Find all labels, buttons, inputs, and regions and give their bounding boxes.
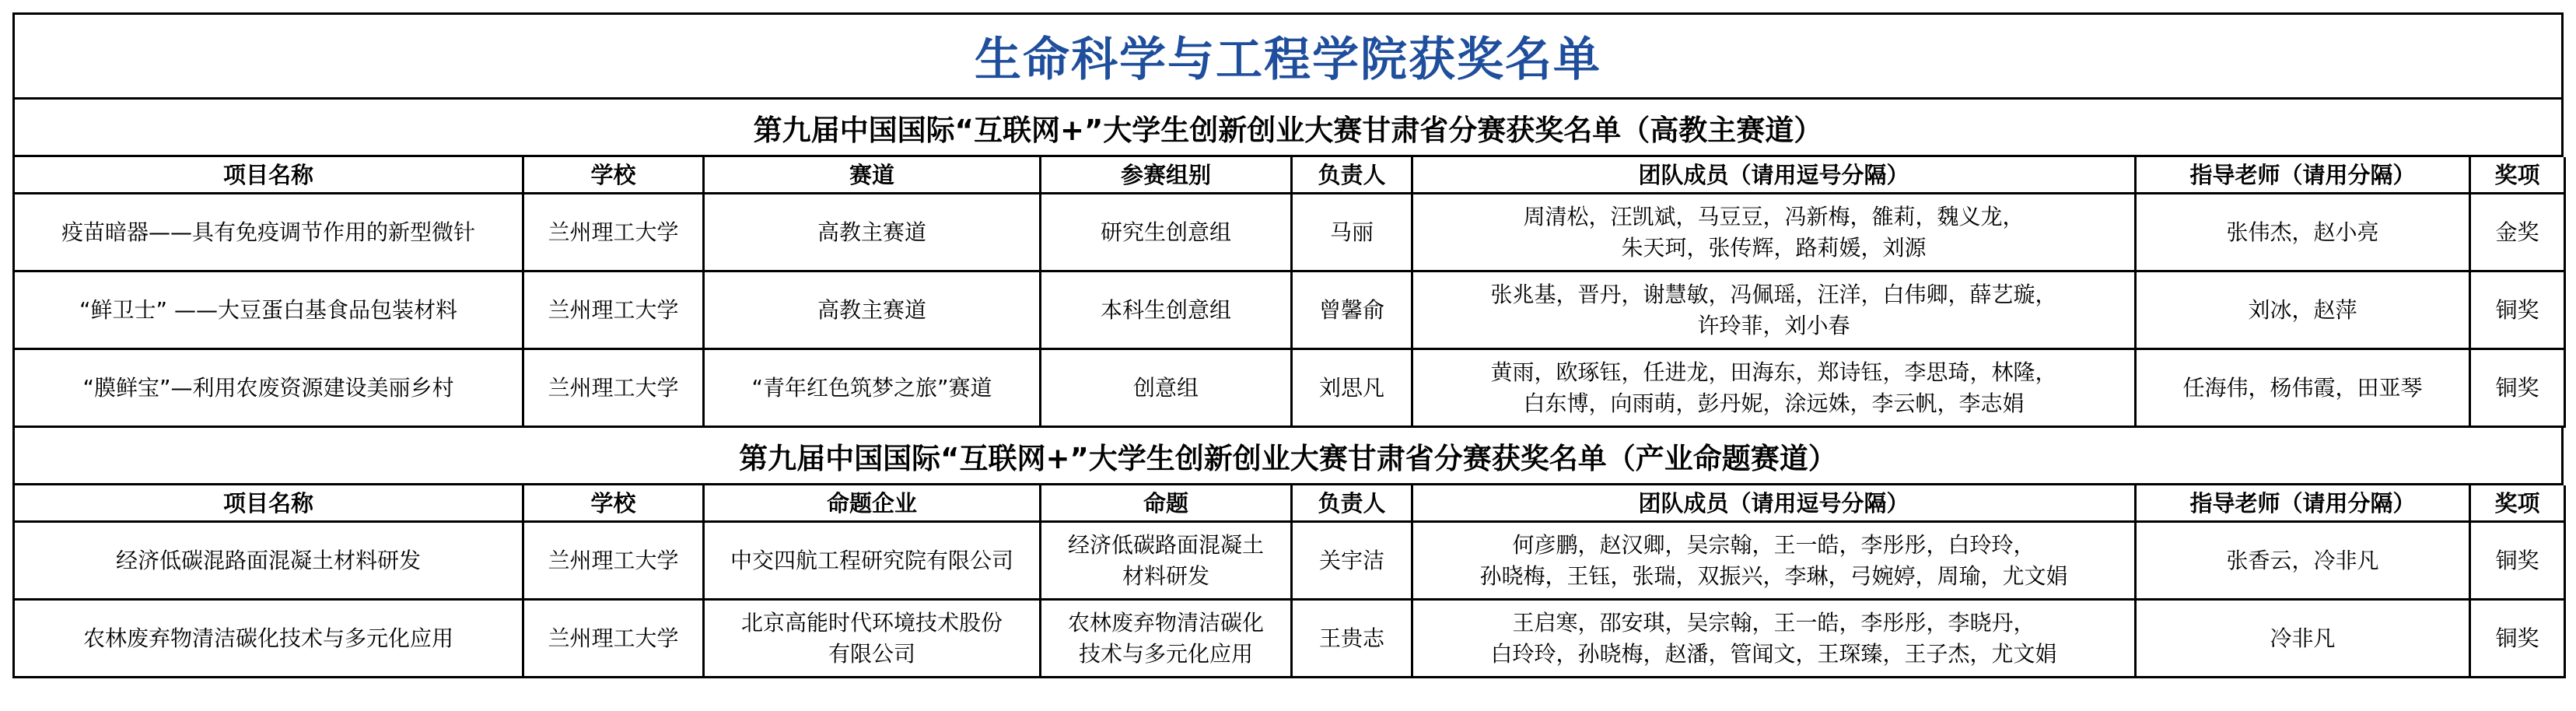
award-cell: 铜奖 <box>2471 350 2566 428</box>
table-row <box>15 523 2566 601</box>
header-cell: 团队成员（请用逗号分隔） <box>1413 485 2137 523</box>
table-section-1 <box>12 157 2564 428</box>
header-cell: 指导老师（请用分隔） <box>2137 157 2471 194</box>
header-cell: 赛道 <box>705 157 1041 194</box>
enterprise-cell: 中交四航工程研究院有限公司 <box>705 523 1041 601</box>
leader-cell: 曾馨俞 <box>1293 272 1413 350</box>
header-cell: 奖项 <box>2471 157 2566 194</box>
members-cell: 黄雨，欧琢钰，任进龙，田海东，郑诗钰，李思琦，林隆， 白东博，向雨萌，彭丹妮，涂远姝，李云帆，李志娟 <box>1413 350 2137 428</box>
advisors-cell: 张香云，冷非凡 <box>2137 523 2471 601</box>
award-cell: 铜奖 <box>2471 601 2566 678</box>
table-row <box>15 272 2566 350</box>
header-cell: 学校 <box>524 157 705 194</box>
header-cell: 命题企业 <box>705 485 1041 523</box>
track-cell: 高教主赛道 <box>705 272 1041 350</box>
project-name-cell: “鲜卫士” ——大豆蛋白基食品包装材料 <box>15 272 524 350</box>
table-section-2 <box>12 485 2564 678</box>
header-cell: 参赛组别 <box>1041 157 1293 194</box>
school-cell: 兰州理工大学 <box>524 194 705 272</box>
section-heading-1 <box>12 100 2564 157</box>
leader-cell: 刘思凡 <box>1293 350 1413 428</box>
school-cell: 兰州理工大学 <box>524 350 705 428</box>
enterprise-cell: 北京高能时代环境技术股份 有限公司 <box>705 601 1041 678</box>
award-list-sheet <box>12 12 2564 699</box>
award-cell: 铜奖 <box>2471 523 2566 601</box>
table-header-row <box>15 157 2566 194</box>
leader-cell: 王贵志 <box>1293 601 1413 678</box>
header-cell: 指导老师（请用分隔） <box>2137 485 2471 523</box>
page-title: 生命科学与工程学院获奖名单 <box>975 33 1601 87</box>
title-row <box>12 12 2564 100</box>
project-name-cell: 经济低碳混路面混凝土材料研发 <box>15 523 524 601</box>
school-cell: 兰州理工大学 <box>524 272 705 350</box>
advisors-cell: 刘冰，赵萍 <box>2137 272 2471 350</box>
project-name-cell: 农林废弃物清洁碳化技术与多元化应用 <box>15 601 524 678</box>
header-cell: 项目名称 <box>15 157 524 194</box>
header-cell: 团队成员（请用逗号分隔） <box>1413 157 2137 194</box>
header-cell: 负责人 <box>1293 157 1413 194</box>
members-cell: 周清松，汪凯斌，马豆豆，冯新梅，雒莉，魏义龙， 朱天珂，张传辉，路莉媛，刘源 <box>1413 194 2137 272</box>
award-cell: 金奖 <box>2471 194 2566 272</box>
track-cell: “青年红色筑梦之旅”赛道 <box>705 350 1041 428</box>
header-cell: 项目名称 <box>15 485 524 523</box>
advisors-cell: 冷非凡 <box>2137 601 2471 678</box>
members-cell: 王启寒，邵安琪，吴宗翰，王一皓，李彤彤，李晓丹， 白玲玲，孙晓梅，赵潘，管闻文，王琛臻，王子杰，尤文娟 <box>1413 601 2137 678</box>
table-row <box>15 601 2566 678</box>
group-cell: 创意组 <box>1041 350 1293 428</box>
members-cell: 张兆基，晋丹，谢慧敏，冯佩瑶，汪洋，白伟卿，薛艺璇， 许玲菲，刘小春 <box>1413 272 2137 350</box>
members-cell: 何彦鹏，赵汉卿，吴宗翰，王一皓，李彤彤，白玲玲， 孙晓梅，王钰，张瑞，双振兴，李琳，弓婉婷，周瑜，尤文娟 <box>1413 523 2137 601</box>
section-heading-2 <box>12 428 2564 485</box>
advisors-cell: 张伟杰，赵小亮 <box>2137 194 2471 272</box>
track-cell: 高教主赛道 <box>705 194 1041 272</box>
topic-cell: 农林废弃物清洁碳化 技术与多元化应用 <box>1041 601 1293 678</box>
table-row <box>15 194 2566 272</box>
group-cell: 研究生创意组 <box>1041 194 1293 272</box>
header-cell: 奖项 <box>2471 485 2566 523</box>
header-cell: 负责人 <box>1293 485 1413 523</box>
project-name-cell: 疫苗暗器——具有免疫调节作用的新型微针 <box>15 194 524 272</box>
header-cell: 命题 <box>1041 485 1293 523</box>
school-cell: 兰州理工大学 <box>524 601 705 678</box>
project-name-cell: “膜鲜宝”—利用农废资源建设美丽乡村 <box>15 350 524 428</box>
leader-cell: 关宇洁 <box>1293 523 1413 601</box>
topic-cell: 经济低碳路面混凝土 材料研发 <box>1041 523 1293 601</box>
section-title: 第九届中国国际“互联网+”大学生创新创业大赛甘肃省分赛获奖名单（产业命题赛道） <box>739 441 1837 475</box>
header-cell: 学校 <box>524 485 705 523</box>
section-title: 第九届中国国际“互联网+”大学生创新创业大赛甘肃省分赛获奖名单（高教主赛道） <box>753 113 1823 147</box>
group-cell: 本科生创意组 <box>1041 272 1293 350</box>
advisors-cell: 任海伟，杨伟霞，田亚琴 <box>2137 350 2471 428</box>
leader-cell: 马丽 <box>1293 194 1413 272</box>
table-header-row <box>15 485 2566 523</box>
award-cell: 铜奖 <box>2471 272 2566 350</box>
table-row <box>15 350 2566 428</box>
school-cell: 兰州理工大学 <box>524 523 705 601</box>
